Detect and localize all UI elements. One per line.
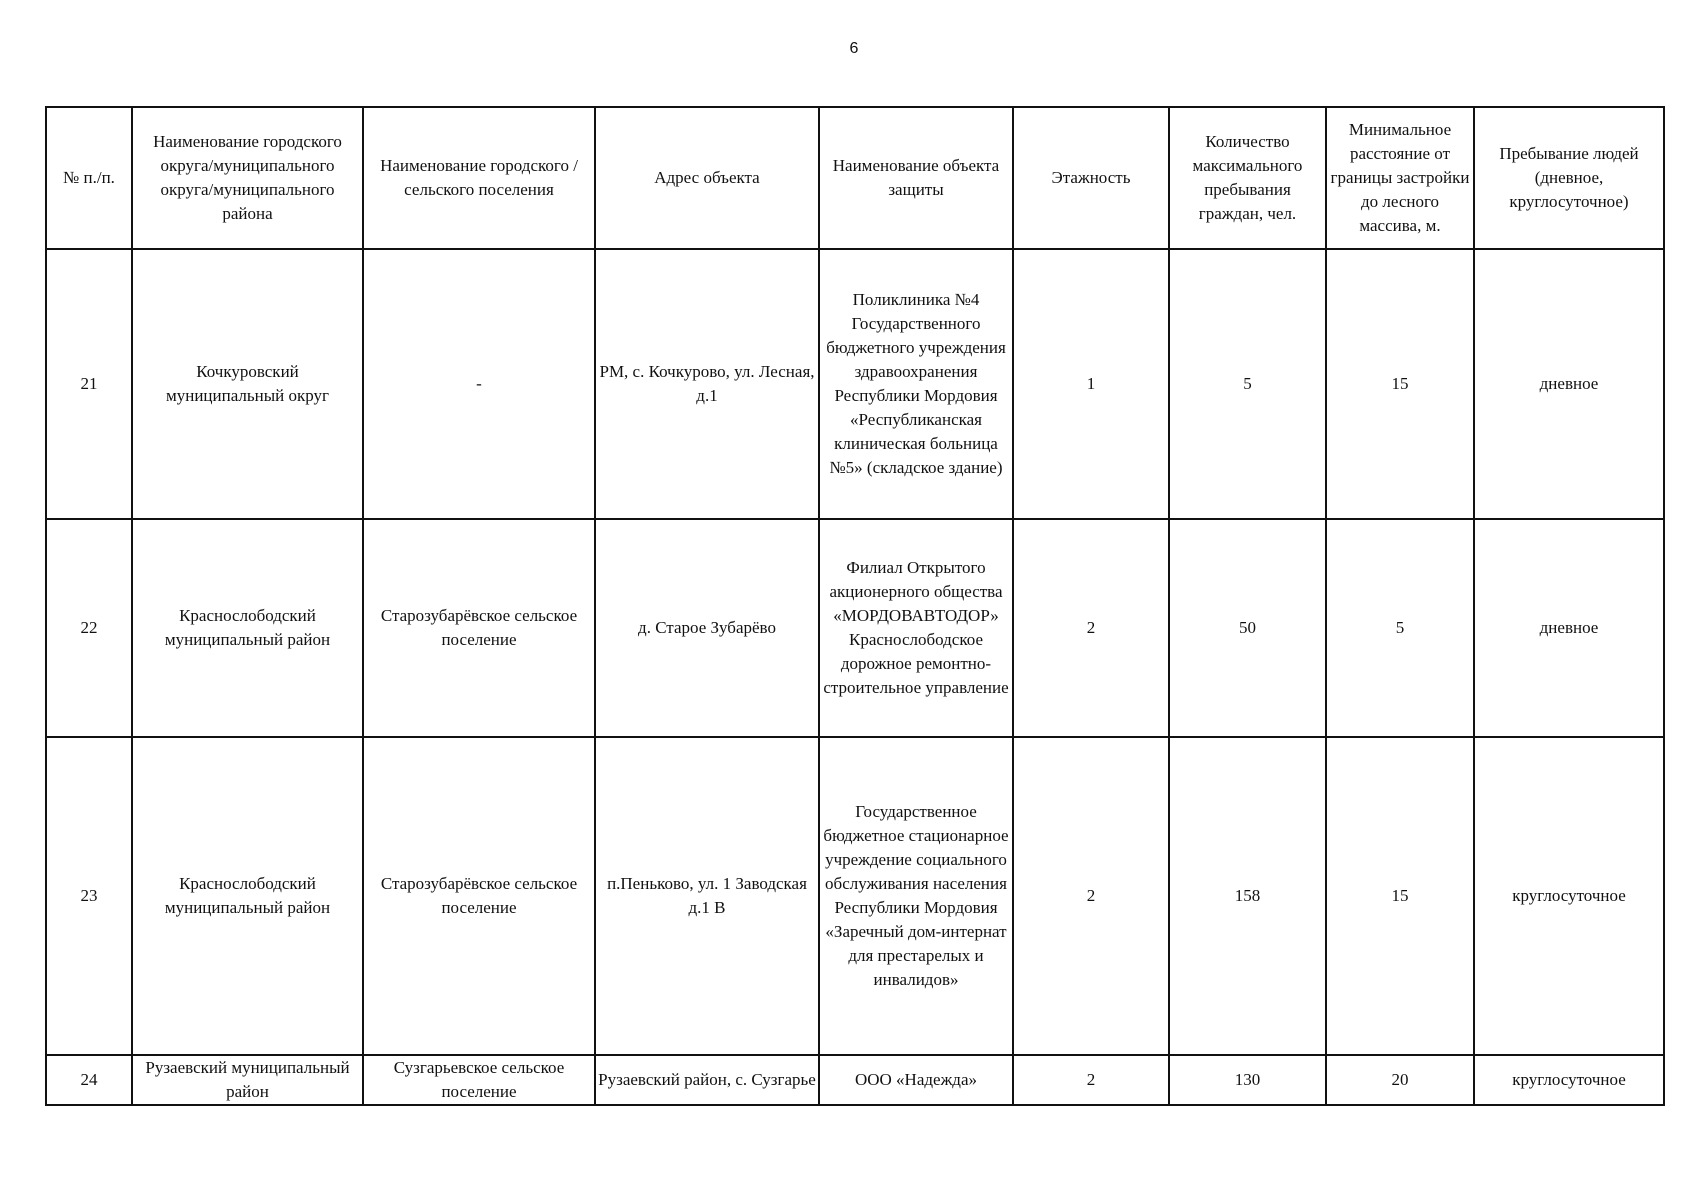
cell-district: Рузаевский муниципальный район xyxy=(132,1055,363,1105)
cell-floors: 2 xyxy=(1013,1055,1169,1105)
cell-min-distance: 15 xyxy=(1326,737,1474,1055)
cell-num: 21 xyxy=(46,249,132,519)
header-district: Наименование городского округа/муниципального округа/муниципального района xyxy=(132,107,363,249)
header-settlement: Наименование городского / сельского поселения xyxy=(363,107,595,249)
cell-num: 24 xyxy=(46,1055,132,1105)
table-row xyxy=(46,249,1664,519)
cell-object: Государственное бюджетное стационарное учреждение социального обслуживания населения Республики Мордовия «Заречный дом-интернат для престарелых и инвалидов» xyxy=(819,737,1013,1055)
cell-stay: дневное xyxy=(1474,249,1664,519)
cell-stay: круглосуточное xyxy=(1474,1055,1664,1105)
cell-min-distance: 5 xyxy=(1326,519,1474,737)
cell-max-people: 50 xyxy=(1169,519,1326,737)
cell-address: Рузаевский район, с. Сузгарье xyxy=(595,1055,819,1105)
table-row xyxy=(46,1055,1664,1105)
cell-address: д. Старое Зубарёво xyxy=(595,519,819,737)
cell-address: РМ, с. Кочкурово, ул. Лесная, д.1 xyxy=(595,249,819,519)
cell-floors: 1 xyxy=(1013,249,1169,519)
header-floors: Этажность xyxy=(1013,107,1169,249)
page-number: 6 xyxy=(849,40,859,57)
cell-stay: круглосуточное xyxy=(1474,737,1664,1055)
header-num: № п./п. xyxy=(46,107,132,249)
table-row xyxy=(46,519,1664,737)
cell-min-distance: 20 xyxy=(1326,1055,1474,1105)
header-object: Наименование объекта защиты xyxy=(819,107,1013,249)
table-row xyxy=(46,737,1664,1055)
cell-num: 23 xyxy=(46,737,132,1055)
cell-address: п.Пеньково, ул. 1 Заводская д.1 В xyxy=(595,737,819,1055)
cell-object: Поликлиника №4 Государственного бюджетного учреждения здравоохранения Республики Мордовия «Республиканская клиническая больница №5» (складское здание) xyxy=(819,249,1013,519)
cell-settlement: Сузгарьевское сельское поселение xyxy=(363,1055,595,1105)
cell-num: 22 xyxy=(46,519,132,737)
header-stay: Пребывание людей (дневное, круглосуточное) xyxy=(1474,107,1664,249)
header-address: Адрес объекта xyxy=(595,107,819,249)
cell-min-distance: 15 xyxy=(1326,249,1474,519)
cell-settlement: - xyxy=(363,249,595,519)
cell-object: Филиал Открытого акционерного общества «МОРДОВАВТОДОР» Краснослободское дорожное ремонтно-строительное управление xyxy=(819,519,1013,737)
cell-floors: 2 xyxy=(1013,519,1169,737)
table-header-row xyxy=(46,107,1664,249)
cell-object: ООО «Надежда» xyxy=(819,1055,1013,1105)
cell-district: Краснослободский муниципальный район xyxy=(132,737,363,1055)
header-min-distance: Минимальное расстояние от границы застройки до лесного массива, м. xyxy=(1326,107,1474,249)
cell-settlement: Старозубарёвское сельское поселение xyxy=(363,519,595,737)
data-table xyxy=(45,106,1665,1106)
cell-stay: дневное xyxy=(1474,519,1664,737)
cell-district: Краснослободский муниципальный район xyxy=(132,519,363,737)
cell-max-people: 158 xyxy=(1169,737,1326,1055)
cell-floors: 2 xyxy=(1013,737,1169,1055)
cell-max-people: 5 xyxy=(1169,249,1326,519)
cell-settlement: Старозубарёвское сельское поселение xyxy=(363,737,595,1055)
cell-district: Кочкуровский муниципальный округ xyxy=(132,249,363,519)
header-max-people: Количество максимального пребывания граждан, чел. xyxy=(1169,107,1326,249)
cell-max-people: 130 xyxy=(1169,1055,1326,1105)
